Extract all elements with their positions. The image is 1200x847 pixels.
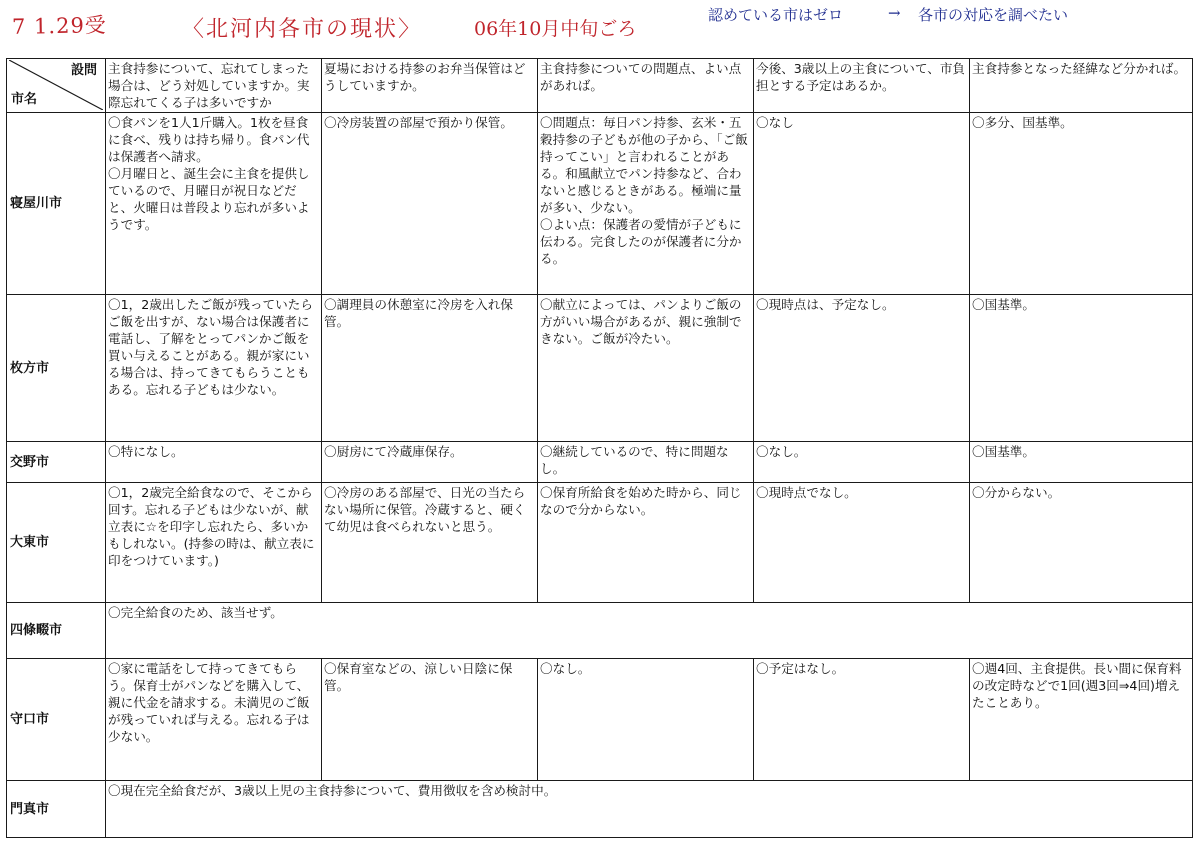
answer-cell: 〇調理員の休憩室に冷房を入れ保管。 [322,295,538,442]
answer-cell: 〇家に電話をして持ってきてもらう。保育士がパンなどを購入して、親に代金を請求する。未満児のご飯が残っていれば与える。忘れる子は少ない。 [106,659,322,781]
question-header: 夏場における持参のお弁当保管はどうしていますか。 [322,59,538,113]
arrow-icon: → [888,4,901,22]
city-name: 寝屋川市 [7,113,106,295]
answer-cell: 〇食パンを1人1斤購入。1枚を昼食に食べ、残りは持ち帰り。食パン代は保護者へ請求。 〇月曜日と、誕生会に主食を提供しているので、月曜日が祝日などだと、火曜日は普段より忘れが多いようです。 [106,113,322,295]
answer-cell: 〇1，2歳完全給食なので、そこから回す。忘れる子どもは少ないが、献立表に☆を印字し忘れたら、多いかもしれない。(持参の時は、献立表に印をつけています。) [106,483,322,603]
answer-cell: 〇冷房装置の部屋で預かり保管。 [322,113,538,295]
question-header: 主食持参について、忘れてしまった場合は、どう対処していますか。実際忘れてくる子は多いですか [106,59,322,113]
corner-cell [7,59,106,113]
answer-cell: 〇保育室などの、涼しい日陰に保管。 [322,659,538,781]
handwritten-note-left: 認めている市はゼロ [708,6,844,24]
city-name: 守口市 [7,659,106,781]
answer-cell: 〇国基準。 [970,295,1193,442]
handwritten-note-right: 各市の対応を調べたい [918,6,1069,24]
answer-cell: 〇特になし。 [106,442,322,483]
answer-cell: 〇なし。 [538,659,754,781]
answer-cell: 〇問題点：毎日パン持参、玄米・五穀持参の子どもが他の子から、「ご飯持ってこい」と言われることがある。和風献立でパン持参など、合わないと感じるときがある。極端に量が多い、少ない。 〇よい点：保護者の愛情が子どもに伝わる。完食したのが保護者に分かる。 [538,113,754,295]
table-row [7,603,1193,659]
answer-cell: 〇国基準。 [970,442,1193,483]
question-header: 主食持参についての問題点、よい点があれば。 [538,59,754,113]
question-header: 主食持参となった経緯など分かれば。 [970,59,1193,113]
table-row [7,113,1193,295]
handwritten-period: 06年10月中旬ごろ [474,18,637,40]
table-row [7,295,1193,442]
answer-cell: 〇多分、国基準。 [970,113,1193,295]
question-header: 今後、3歳以上の主食について、市負担とする予定はあるか。 [754,59,970,113]
answer-cell: 〇予定はなし。 [754,659,970,781]
city-name: 枚方市 [7,295,106,442]
header-row [7,59,1193,113]
answer-cell: 〇現時点でなし。 [754,483,970,603]
answer-cell: 〇継続しているので、特に問題なし。 [538,442,754,483]
answer-cell: 〇献立によっては、パンよりご飯の方がいい場合があるが、親に強制できない。ご飯が冷たい。 [538,295,754,442]
answer-cell: 〇なし [754,113,970,295]
answer-cell: 〇分からない。 [970,483,1193,603]
answer-cell: 〇保育所給食を始めた時から、同じなので分からない。 [538,483,754,603]
answer-cell: 〇現時点は、予定なし。 [754,295,970,442]
table-row [7,442,1193,483]
answer-cell: 〇1，2歳出したご飯が残っていたらご飯を出すが、ない場合は保護者に電話し、了解をとってパンかご飯を買い与えることがある。親が家にいる場合は、持ってきてもらうこともある。忘れる子どもは少ない。 [106,295,322,442]
city-header-label: 市名 [11,92,38,107]
answer-cell: 〇なし。 [754,442,970,483]
city-name: 四條畷市 [7,603,106,659]
survey-table [6,58,1193,838]
table-row [7,781,1193,838]
answer-cell: 〇冷房のある部屋で、日光の当たらない場所に保管。冷蔵すると、硬くて幼児は食べられないと思う。 [322,483,538,603]
city-name: 大東市 [7,483,106,603]
city-name: 門真市 [7,781,106,838]
handwritten-title: 〈北河内各市の現状〉 [182,17,423,42]
merged-answer-cell: 〇現在完全給食だが、3歳以上児の主食持参について、費用徴収を含め検討中。 [106,781,1193,838]
handwritten-date: 7 1.29受 [11,13,108,39]
answer-cell: 〇週4回、主食提供。長い間に保育料の改定時などで1回(週3回⇒4回)増えたことあり。 [970,659,1193,781]
city-name: 交野市 [7,442,106,483]
table-row [7,483,1193,603]
answer-cell: 〇厨房にて冷蔵庫保存。 [322,442,538,483]
table-row [7,659,1193,781]
question-header-label: 設問 [70,63,97,78]
merged-answer-cell: 〇完全給食のため、該当せず。 [106,603,1193,659]
